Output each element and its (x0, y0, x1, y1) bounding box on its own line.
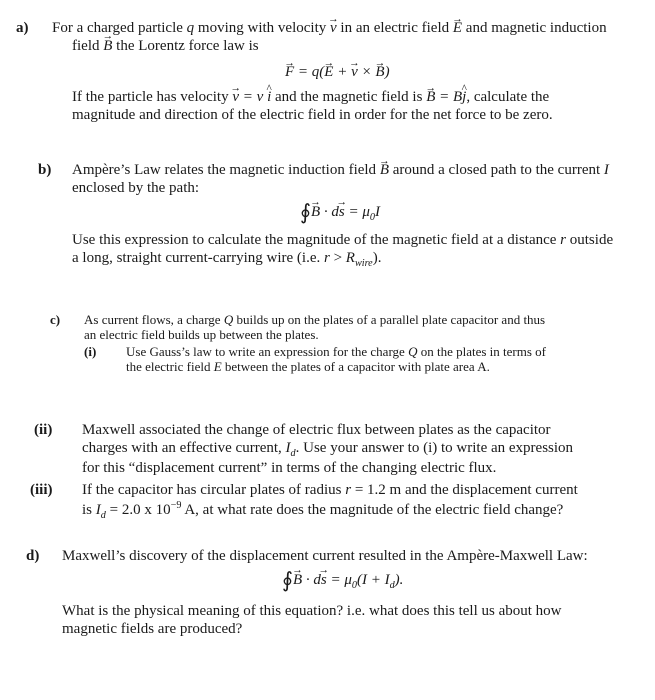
part-c-iii-question: If the capacitor has circular plates of radius r = 1.2 m and the displacement current is $I_d = 2.0$ x $10^{-9}$ A, at what rate does the magnitude of the electric field change? (82, 482, 578, 521)
part-b-intro: Ampère’s Law relates the magnetic induction field → B around a closed path to the current I enclosed by the path: (72, 162, 647, 197)
amperes-law-equation: ∮→ $B \cdot d\to s = \mu_0I$ (300, 200, 380, 225)
part-a-question: If the particle has velocity → v = v ^ i and the magnetic field is → B = B^ j, calculate the magnitude and direction of the electric field in order for the net force to be zero. (72, 89, 647, 124)
part-c-intro: As current flows, a charge Q builds up on the plates of a parallel plate capacitor and thus an electric field builds up between the plates. (84, 312, 546, 343)
part-a-label: a) (16, 20, 29, 36)
part-c-label: c) (50, 312, 61, 327)
part-d-intro: Maxwell’s discovery of the displacement current resulted in the Ampère-Maxwell Law: (62, 548, 588, 564)
part-c-i-label: (i) (84, 344, 97, 359)
ampere-maxwell-equation: ∮→ $B \cdot d\to s = \mu_0(I + I_d)$. (282, 568, 403, 593)
part-a-intro: For a charged particle q moving with velocity → v in an electric field → E and magnetic induction field → B the Lorentz force law is (52, 20, 647, 55)
part-d-label: d) (26, 548, 40, 564)
part-c-iii-label: (iii) (30, 482, 53, 498)
part-b-label: b) (38, 162, 52, 178)
part-c-ii-label: (ii) (34, 422, 53, 438)
part-c-i-question: Use Gauss’s law to write an expression for the charge Q on the plates in terms of the electric field E between the plates of a capacitor with plate area A. (126, 344, 546, 375)
part-d-question: What is the physical meaning of this equation? i.e. what does this tell us about how magnetic fields are produced? (62, 603, 562, 637)
lorentz-force-equation: → F = q(→ E + → v × → B) (285, 64, 390, 81)
part-c-ii-question: Maxwell associated the change of electric flux between plates as the capacitor charges with an effective current, $I_d$. Use your answer to (i) to write an expression for this “displacement current” in terms of the changing electric flux. (82, 422, 574, 476)
part-b-question: Use this expression to calculate the magnitude of the magnetic field at a distance r outside a long, straight current-carrying wire (i.e. $r > R_{wire}$). (72, 232, 614, 269)
